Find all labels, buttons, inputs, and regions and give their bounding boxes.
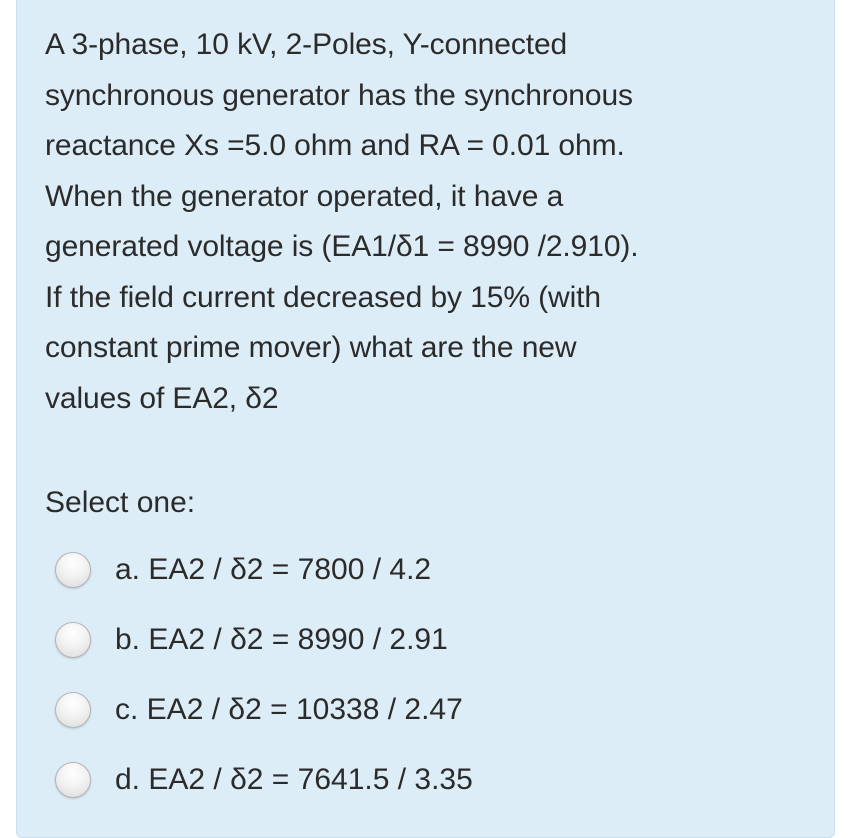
option-d-label[interactable]: d. EA2 / δ2 = 7641.5 / 3.35	[115, 763, 473, 796]
option-b[interactable]	[55, 605, 795, 675]
question-line: A 3-phase, 10 kV, 2-Poles, Y-connected	[45, 28, 568, 61]
answer-options	[55, 535, 795, 815]
question-text	[45, 20, 815, 424]
question-line: If the field current decreased by 15% (with	[45, 280, 601, 314]
option-c[interactable]	[55, 675, 795, 745]
radio-button-d[interactable]	[55, 762, 91, 798]
question-line: reactance Xs =5.0 ohm and RA = 0.01 ohm.	[45, 129, 625, 162]
option-b-label[interactable]: b. EA2 / δ2 = 8990 / 2.91	[115, 623, 448, 656]
question-line: values of EA2, δ2	[45, 381, 279, 415]
question-line: constant prime mover) what are the new	[45, 331, 577, 364]
question-line: synchronous generator has the synchronous	[45, 78, 633, 112]
question-line: When the generator operated, it have a	[45, 179, 564, 213]
radio-button-b[interactable]	[55, 622, 91, 658]
select-one-label: Select one:	[45, 486, 196, 519]
question-line: generated voltage is (EA1/δ1 = 8990 /2.910).	[45, 230, 639, 263]
option-c-label[interactable]: c. EA2 / δ2 = 10338 / 2.47	[115, 693, 463, 726]
radio-button-c[interactable]	[55, 692, 91, 728]
question-panel	[16, 0, 835, 838]
option-d[interactable]	[55, 745, 795, 815]
radio-button-a[interactable]	[55, 552, 91, 588]
option-a[interactable]	[55, 535, 795, 605]
option-a-label[interactable]: a. EA2 / δ2 = 7800 / 4.2	[115, 553, 432, 586]
